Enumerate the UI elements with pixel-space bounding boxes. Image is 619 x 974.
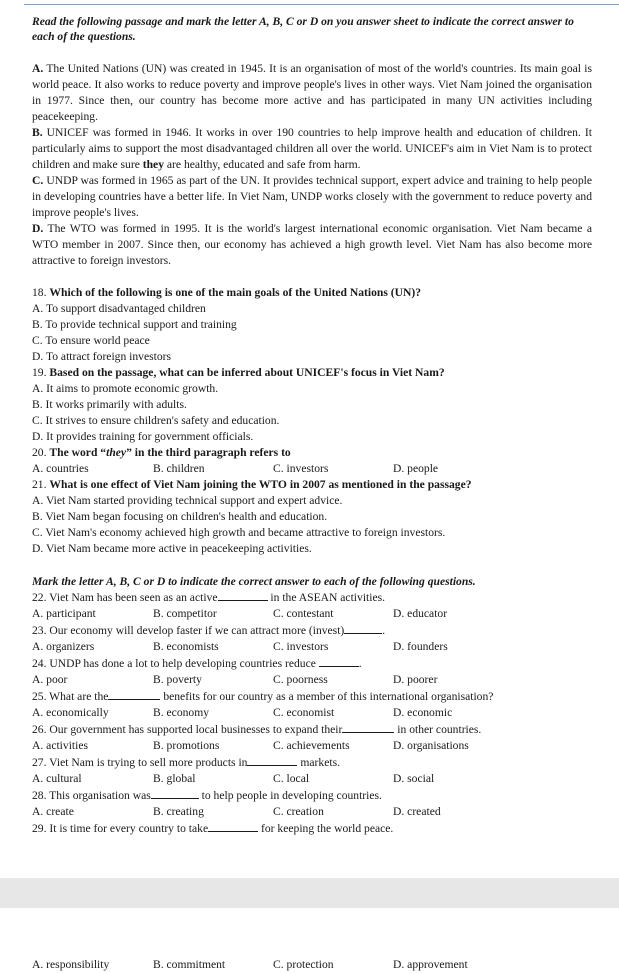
option-d[interactable]: D. organisations [393,739,469,752]
option-b[interactable]: B. poverty [153,673,202,686]
answer-blank[interactable] [151,787,199,799]
options-row [32,957,592,973]
paragraph-letter: C. [32,174,44,187]
option-a[interactable]: A. countries [32,462,89,475]
option-b[interactable]: B. promotions [153,739,220,752]
option-c[interactable]: C. investors [273,462,329,475]
paragraph-bold-word: they [142,158,165,171]
option-a[interactable]: A. To support disadvantaged children [32,302,206,315]
passage-paragraph-b [32,125,592,173]
option-c[interactable]: C. protection [273,958,334,971]
options-row [32,461,592,477]
header-rule [24,4,619,5]
option-a[interactable]: A. It aims to promote economic growth. [32,382,219,395]
question-stem: 21. What is one effect of Viet Nam joining the WTO in 2007 as mentioned in the passage? [32,478,472,491]
option-a[interactable]: A. cultural [32,772,82,785]
option-a[interactable]: A. organizers [32,640,95,653]
option-d[interactable]: D. approvement [393,958,468,971]
option-c[interactable]: C. To ensure world peace [32,334,150,347]
option-c[interactable]: C. poorness [273,673,328,686]
question-22 [32,589,592,622]
question-stem: 28. This organisation was to help people in developing countries. [32,789,382,802]
option-c[interactable]: C. investors [273,640,329,653]
option-b[interactable]: B. It works primarily with adults. [32,398,187,411]
worksheet [32,14,592,837]
option-d[interactable]: D. Viet Nam became more active in peacekeeping activities. [32,542,312,555]
question-20 [32,445,592,477]
option-d[interactable]: D. social [393,772,435,785]
option-c[interactable]: C. local [273,772,310,785]
option-c[interactable]: C. contestant [273,607,334,620]
passage-paragraph-a [32,61,592,125]
question-stem: 26. Our government has supported local businesses to expand their in other countries. [32,723,482,736]
question-27 [32,754,592,787]
question-stem: 29. It is time for every country to take for keeping the world peace. [32,822,394,835]
reading-instruction: Read the following passage and mark the letter A, B, C or D on you answer sheet to indicate the correct answer to each of the questions. [32,15,574,43]
passage-paragraph-d [32,221,592,269]
option-a[interactable]: A. economically [32,706,109,719]
option-d[interactable]: D. people [393,462,439,475]
option-c[interactable]: C. economist [273,706,335,719]
question-stem: 23. Our economy will develop faster if we can attract more (invest) . [32,624,386,637]
question-19 [32,365,592,445]
question-26 [32,721,592,754]
question-23 [32,622,592,655]
option-b[interactable]: B. global [153,772,196,785]
answer-blank[interactable] [218,589,268,601]
options-row [32,606,592,622]
question-stem: 27. Viet Nam is trying to sell more products in markets. [32,756,340,769]
option-b[interactable]: B. creating [153,805,204,818]
option-a[interactable]: A. participant [32,607,96,620]
answer-blank[interactable] [247,754,297,766]
options-row [32,738,592,754]
vocab-instruction: Mark the letter A, B, C or D to indicate the correct answer to each of the following questions. [32,575,476,588]
question-28 [32,787,592,820]
paragraph-letter: D. [32,222,44,235]
passage [32,61,592,269]
option-b[interactable]: B. children [153,462,205,475]
option-a[interactable]: A. activities [32,739,89,752]
option-c[interactable]: C. achievements [273,739,350,752]
option-d[interactable]: D. poorer [393,673,438,686]
option-c[interactable]: C. Viet Nam's economy achieved high growth and became attractive to foreign investors. [32,526,446,539]
passage-paragraph-c [32,173,592,221]
option-b[interactable]: B. commitment [153,958,226,971]
option-a[interactable]: A. create [32,805,74,818]
question-24 [32,655,592,688]
question-stem: 19. Based on the passage, what can be inferred about UNICEF's focus in Viet Nam? [32,366,445,379]
option-b[interactable]: B. competitor [153,607,217,620]
question-stem: 22. Viet Nam has been seen as an active in the ASEAN activities. [32,591,386,604]
option-a[interactable]: A. responsibility [32,958,110,971]
question-29-options [32,957,592,973]
options-row [32,672,592,688]
option-d[interactable]: D. It provides training for government officials. [32,430,254,443]
option-d[interactable]: D. founders [393,640,448,653]
question-stem: 24. UNDP has done a lot to help developing countries reduce . [32,657,362,670]
paragraph-text: The United Nations (UN) was created in 1945. It is an organisation of most of the world's countries. Its main goal is world peace. It also works to reduce poverty and improve people's lives in other ways. Viet Nam joined the organisation in 1977. Since then, our country has become more active and has participated in many UN activities including peacekeeping. [32,62,592,123]
option-c[interactable]: C. creation [273,805,324,818]
question-18 [32,285,592,365]
option-d[interactable]: D. To attract foreign investors [32,350,172,363]
option-b[interactable]: B. economists [153,640,219,653]
option-b[interactable]: B. Viet Nam began focusing on children's health and education. [32,510,328,523]
options-row [32,804,592,820]
option-c[interactable]: C. It strives to ensure children's safety and education. [32,414,280,427]
paragraph-text: are healthy, educated and safe from harm. [164,158,361,171]
option-a[interactable]: A. poor [32,673,68,686]
answer-blank[interactable] [319,655,359,667]
question-stem: 20. The word “they” in the third paragraph refers to [32,446,291,459]
page-break-band [0,878,619,908]
options-row [32,705,592,721]
answer-blank[interactable] [342,721,394,733]
question-stem: 25. What are the benefits for our country as a member of this international organisation? [32,690,494,703]
paragraph-text: The WTO was formed in 1995. It is the world's largest international economic organisation. Viet Nam became a WTO member in 2007. Since then, our economy has achieved a high growth level. Viet Nam has also become more attractive to foreign investors. [32,222,592,267]
option-d[interactable]: D. economic [393,706,453,719]
options-row [32,771,592,787]
option-b[interactable]: B. To provide technical support and training [32,318,237,331]
options-row [32,639,592,655]
paragraph-text: UNICEF was formed in 1946. It works in over 190 countries to help improve health and education of children. It particularly aims to support the most disadvantaged children all over the world. UNICEF's aim in Viet Nam is to protect children and make sure [32,126,592,171]
answer-blank[interactable] [108,688,160,700]
paragraph-letter: A. [32,62,44,75]
option-a[interactable]: A. Viet Nam started providing technical support and expert advice. [32,494,343,507]
option-d[interactable]: D. educator [393,607,448,620]
question-29 [32,820,592,837]
question-stem: 18. Which of the following is one of the main goals of the United Nations (UN)? [32,286,422,299]
answer-blank[interactable] [208,820,258,832]
option-b[interactable]: B. economy [153,706,210,719]
answer-blank[interactable] [344,622,382,634]
option-d[interactable]: D. created [393,805,441,818]
paragraph-letter: B. [32,126,43,139]
paragraph-text: UNDP was formed in 1965 as part of the UN. It provides technical support, expert advice and training to help people in developing countries have a better life. In Viet Nam, UNDP works closely with the government to reduce poverty and improve people's lives. [32,174,592,219]
question-25 [32,688,592,721]
question-21 [32,477,592,557]
